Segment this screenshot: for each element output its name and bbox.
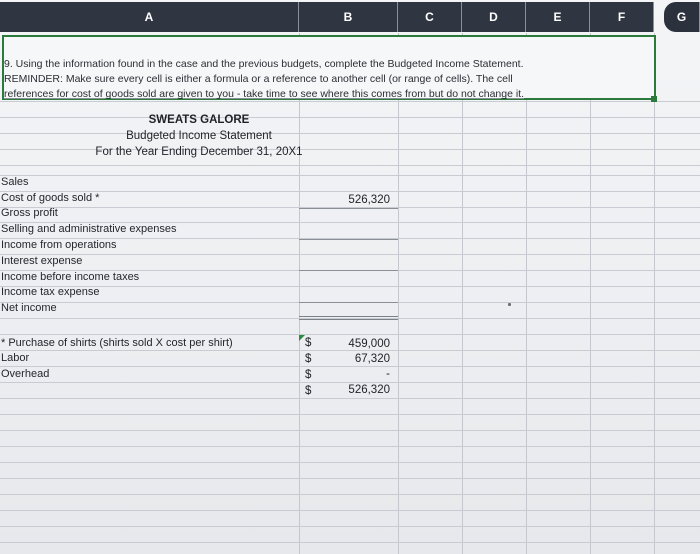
- net-income-double-underline: [299, 316, 398, 320]
- instruction-text: [4, 57, 654, 102]
- statement-name: Budgeted Income Statement: [126, 130, 272, 142]
- footnote-overhead-label[interactable]: Overhead: [1, 368, 50, 380]
- footnote-labor-label[interactable]: Labor: [1, 352, 30, 364]
- column-header-f[interactable]: F: [590, 2, 654, 32]
- column-header-bar: [0, 0, 700, 33]
- labor-value[interactable]: 67,320: [354, 353, 390, 365]
- column-header-a[interactable]: A: [0, 2, 299, 32]
- footnote-purchase-label[interactable]: * Purchase of shirts (shirts sold X cost per shirt): [1, 337, 233, 349]
- statement-period: For the Year Ending December 31, 20X1: [95, 146, 303, 158]
- interest-underline: [299, 270, 398, 271]
- column-header-d[interactable]: D: [462, 2, 526, 32]
- column-header-c[interactable]: C: [398, 2, 462, 32]
- tax-underline: [299, 302, 398, 303]
- row-interest-expense[interactable]: Interest expense: [1, 255, 83, 267]
- overhead-value[interactable]: -: [386, 368, 390, 380]
- row-cogs[interactable]: Cost of goods sold *: [1, 192, 100, 204]
- company-name: SWEATS GALORE: [148, 114, 250, 126]
- instruction-line-2: REMINDER: Make sure every cell is either a formula or a reference to another cell (or range of cells). The cell: [4, 73, 513, 85]
- total-value[interactable]: 526,320: [348, 384, 390, 396]
- dollar-sign: $: [305, 353, 312, 365]
- instruction-line-1: 9. Using the information found in the case and the previous budgets, complete the Budgeted Income Statement.: [4, 58, 524, 70]
- column-header-g[interactable]: G: [664, 2, 700, 32]
- stray-mark: [508, 303, 511, 306]
- column-header-e[interactable]: E: [526, 2, 590, 32]
- purchase-value[interactable]: 459,000: [348, 338, 390, 350]
- cogs-value[interactable]: 526,320: [348, 194, 390, 206]
- row-net-income[interactable]: Net income: [1, 302, 57, 314]
- row-income-tax[interactable]: Income tax expense: [1, 286, 100, 298]
- dollar-sign: $: [305, 337, 312, 349]
- dollar-sign: $: [305, 369, 312, 381]
- row-income-operations[interactable]: Income from operations: [1, 239, 117, 251]
- cogs-underline: [299, 208, 398, 209]
- dollar-sign: $: [305, 385, 312, 397]
- row-sales[interactable]: Sales: [1, 176, 29, 188]
- instruction-line-3: references for cost of goods sold are given to you - take time to see where this comes from but do not change it.: [4, 88, 525, 100]
- row-gross-profit[interactable]: Gross profit: [1, 207, 58, 219]
- row-sga[interactable]: Selling and administrative expenses: [1, 223, 177, 235]
- sga-underline: [299, 239, 398, 240]
- row-income-before-tax[interactable]: Income before income taxes: [1, 271, 140, 283]
- column-header-b[interactable]: B: [299, 2, 398, 32]
